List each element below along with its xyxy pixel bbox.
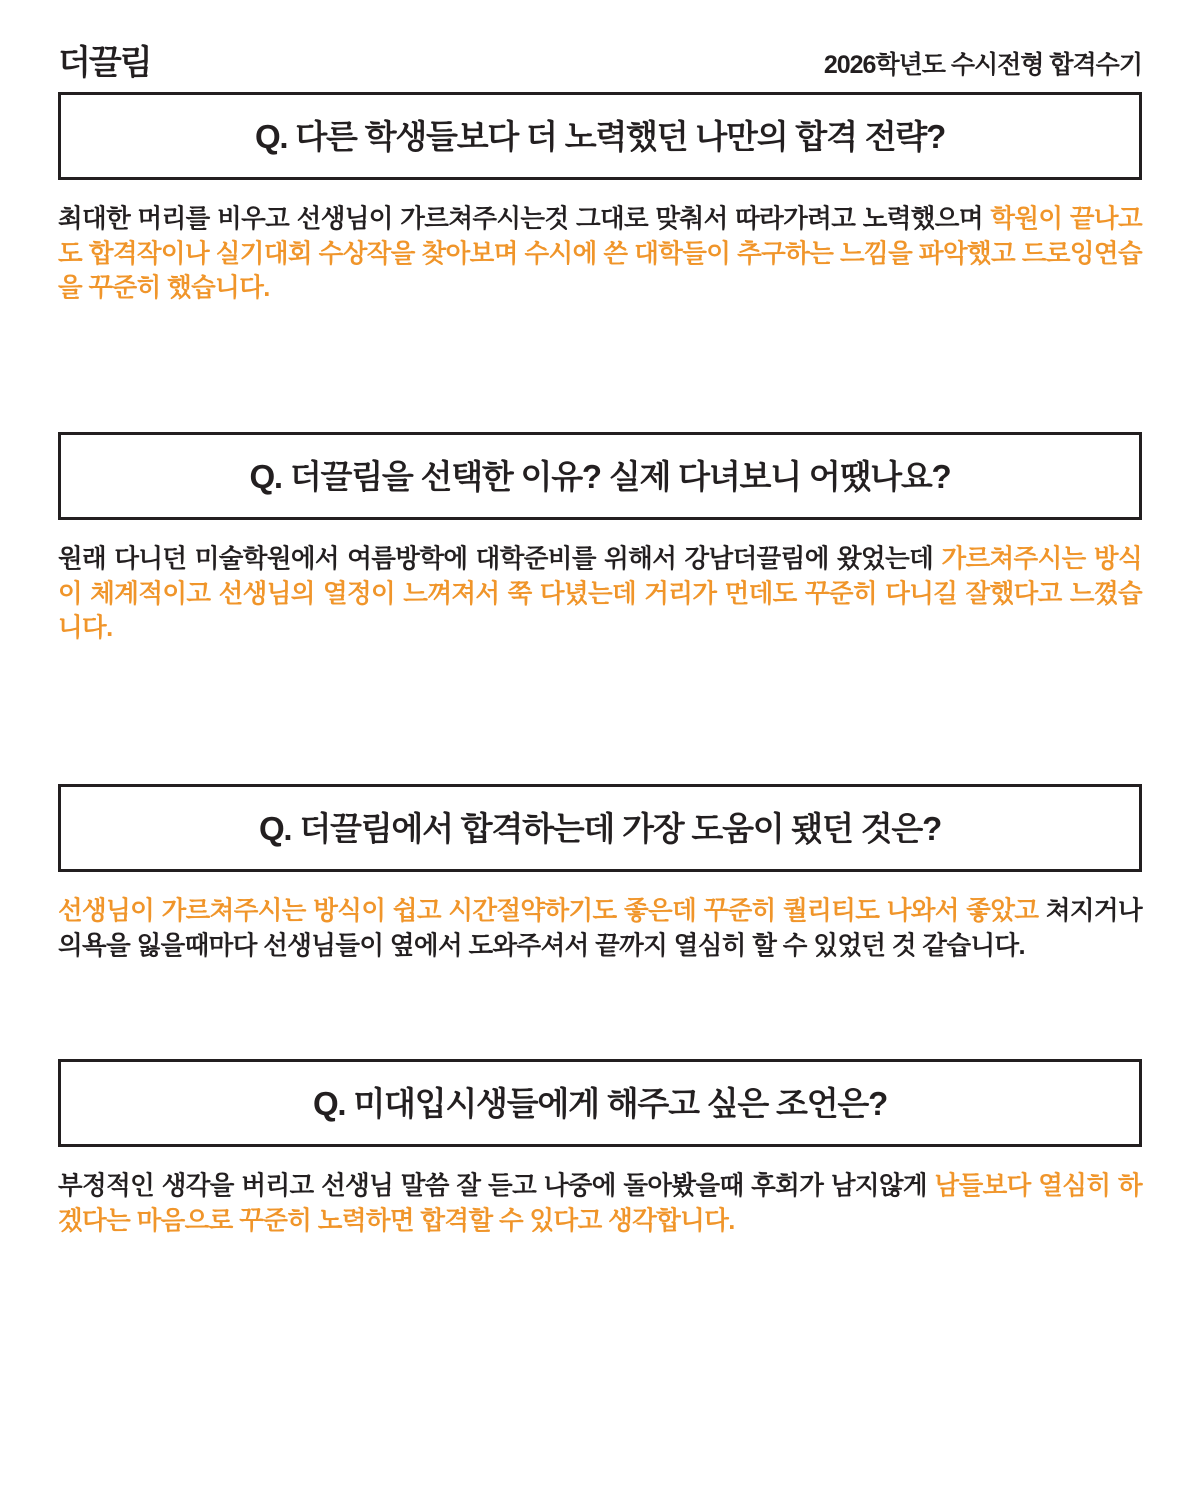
question-box-3 bbox=[58, 784, 1142, 872]
answer-plain-4a: 부정적인 생각을 버리고 선생님 말씀 잘 듣고 나중에 돌아봤을때 후회가 남지않게 bbox=[58, 1172, 935, 1201]
answer-highlight-4: 남들보다 열심히 하겠다는 마음으로 꾸준히 노력하면 합격할 수 있다고 생각합니다. bbox=[58, 1172, 1142, 1236]
answer-highlight-2: 가르쳐주시는 방식이 체계적이고 선생님의 열정이 느껴져서 쭉 다녔는데 거리가 먼데도 꾸준히 다니길 잘했다고 느꼈습니다. bbox=[58, 545, 1142, 643]
spacer-3 bbox=[58, 971, 1142, 1059]
page-title: 2026학년도 수시전형 합격수기 bbox=[823, 51, 1142, 79]
answer-plain-3b: 쳐지거나 의욕을 잃을때마다 선생님들이 옆에서 도와주셔서 끝까지 열심히 할 수 있었던 것 같습니다. bbox=[58, 897, 1142, 960]
question-text-1: Q. 다른 학생들보다 더 노력했던 나만의 합격 전략? bbox=[254, 117, 946, 155]
answer-plain-2a: 원래 다니던 미술학원에서 여름방학에 대학준비를 위해서 강남더끌림에 왔었는데 bbox=[58, 545, 942, 574]
answer-text-1 bbox=[58, 202, 1142, 306]
qa-block-2 bbox=[58, 432, 1142, 646]
spacer-2 bbox=[58, 654, 1142, 784]
answer-highlight-3: 선생님이 가르쳐주시는 방식이 쉽고 시간절약하기도 좋은데 꾸준히 퀄리티도 나와서 좋았고 bbox=[58, 897, 1039, 926]
qa-block-3 bbox=[58, 784, 1142, 963]
question-text-4: Q. 미대입시생들에게 해주고 싶은 조언은? bbox=[312, 1084, 888, 1122]
question-box-2 bbox=[58, 432, 1142, 520]
logo-text: 더끌림 bbox=[58, 43, 151, 83]
answer-text-4 bbox=[58, 1169, 1142, 1238]
question-text-2: Q. 더끌림을 선택한 이유? 실제 다녀보니 어땠나요? bbox=[249, 457, 951, 495]
question-box-1 bbox=[58, 92, 1142, 180]
qa-block-1 bbox=[58, 92, 1142, 306]
brand-logo bbox=[58, 43, 151, 83]
question-text-3: Q. 더끌림에서 합격하는데 가장 도움이 됐던 것은? bbox=[258, 809, 942, 847]
spacer-1 bbox=[58, 314, 1142, 432]
answer-text-3 bbox=[58, 894, 1142, 963]
answer-text-2 bbox=[58, 542, 1142, 646]
question-box-4 bbox=[58, 1059, 1142, 1147]
qa-block-4 bbox=[58, 1059, 1142, 1238]
answer-plain-1a: 최대한 머리를 비우고 선생님이 가르쳐주시는것 그대로 맞춰서 따라가려고 노력했으며 bbox=[58, 205, 991, 233]
page-header bbox=[58, 0, 1142, 92]
answer-highlight-1: 학원이 끝나고도 합격작이나 실기대회 수상작을 찾아보며 수시에 쓴 대학들이 추구하는 느낌을 파악했고 드로잉연습을 꾸준히 했습니다. bbox=[58, 205, 1142, 303]
